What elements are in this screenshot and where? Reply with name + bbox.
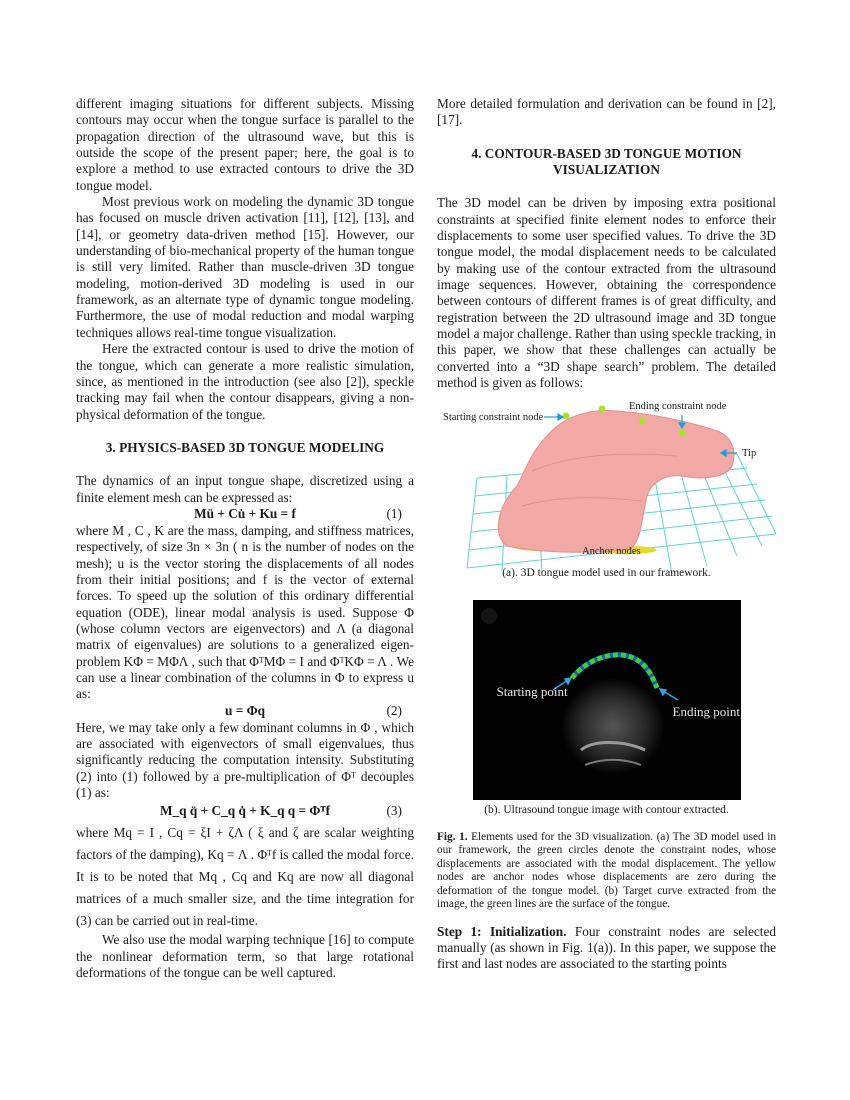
paragraph: where Mq = I , Cq = ξI + ζΛ ( ξ and ζ are scalar weighting factors of the damping), Kq = Λ . Φᵀf is called the modal force. It is to be noted that Mq , Cq and Kq are now all diagonal matrices of a much smaller size, and the time integration for (3) can be carried out in real-time. (76, 825, 414, 929)
step-label: Step 1: Initialization. (437, 923, 567, 939)
label-starting-constraint-node: Starting constraint node (443, 411, 544, 423)
label-ending-point: Ending point (672, 703, 741, 719)
label-tip: Tip (742, 447, 757, 459)
constraint-node (599, 405, 606, 412)
paragraph: More detailed formulation and derivation can be found in [2], [17]. (437, 96, 776, 128)
paragraph: The dynamics of an input tongue shape, discretized using a finite element mesh can be expressed as: (76, 473, 414, 505)
right-column (437, 96, 776, 973)
equation-number: (2) (386, 702, 402, 718)
label-ending-constraint-node: Ending constraint node (629, 400, 727, 412)
paragraph: The 3D model can be driven by imposing extra positional constraints at specified finite element nodes to enforce their displacements to some user specified values. To drive the 3D tongue model, the modal displacement needs to be calculated by making use of the contour extracted from the ultrasound image sequences. However, obtaining the correspondence between contours of different frames is of great difficulty, and registration between the 2D ultrasound image and 3D tongue model a major challenge. Rather than using speckle tracking, in this paper, we show that these challenges can actually be converted into a “3D shape search” problem. The detailed method is given as follows: (437, 195, 776, 391)
equation-3 (76, 803, 414, 820)
figure-caption-text: Elements used for the 3D visualization. (a) The 3D model used in our framework, the green circles denote the constraint nodes, whose displacements are associated with the modal displacement. The yellow nodes are anchor nodes whose displacements are zero during the deformation of the tongue model. (b) Target curve extracted from the image, the green lines are the surface of the tongue. (437, 830, 776, 910)
equation-2 (76, 703, 414, 720)
equation-text: u = Φq (224, 702, 266, 718)
paragraph: Here, we may take only a few dominant columns in Φ , which are associated with eigenvectors of small eigenvalues, thus significantly reducing the computation intensity. Substituting (2) into (1) followed by a pre-multiplication of Φᵀ decouples (1) as: (76, 719, 414, 801)
equation-number: (3) (386, 803, 402, 819)
figure-label: Fig. 1. (437, 830, 468, 843)
step-1-paragraph (437, 924, 776, 973)
figure-3d-tongue-model (437, 396, 776, 586)
left-column (76, 96, 414, 981)
constraint-node-start (563, 412, 570, 419)
equation-1 (76, 506, 414, 523)
section-heading-line: 4. CONTOUR-BASED 3D TONGUE MOTION (471, 145, 742, 161)
paragraph: We also use the modal warping technique [16] to compute the nonlinear deformation term, so that large rotational deformations of the tongue can be well captured. (76, 932, 414, 981)
paragraph: different imaging situations for different subjects. Missing contours may occur when the tongue surface is parallel to the propagation direction of the ultrasound wave, but this is outside the scope of the present paper; here, the goal is to explore a method to use extracted contours to drive the 3D tongue model. (76, 96, 414, 193)
step-text: Four constraint nodes are selected manually (as shown in Fig. 1(a)). In this paper, we suppose the first and last nodes are associated to the starting points (437, 923, 776, 972)
label-starting-point: Starting point (496, 683, 568, 699)
label-anchor-nodes: Anchor nodes (582, 545, 641, 557)
figure-caption (437, 831, 776, 912)
equation-text: Mü + Cu̇ + Ku = f (194, 505, 296, 521)
subfigure-caption-a: (a). 3D tongue model used in our framework. (502, 566, 711, 579)
constraint-node (639, 417, 646, 424)
equation-number: (1) (386, 505, 402, 521)
figure-ultrasound-image (473, 600, 741, 800)
paragraph: where M , C , K are the mass, damping, and stiffness matrices, respectively, of size 3n × 3n ( n is the number of nodes on the mesh); u is the vector storing the displacements of all nodes from their initial positions; and f is the vector of external forces. To speed up the solution of this ordinary differential equation (ODE), linear modal analysis is used. Suppose Φ (whose column vectors are eigenvectors) and Λ (a diagonal matrix of eigenvalues) are solutions to a generalized eigen-problem KΦ = MΦΛ , such that ΦᵀMΦ = I and ΦᵀKΦ = Λ . We can use a linear combination of the columns in Φ to express u as: (76, 522, 414, 702)
equation-text: M_q q̈ + C_q q̇ + K_q q = Φᵀf (159, 803, 331, 819)
section-heading: 3. PHYSICS-BASED 3D TONGUE MODELING (105, 439, 385, 455)
paragraph: Most previous work on modeling the dynamic 3D tongue has focused on muscle driven activation [11], [12], [13], and [14], or geometry data-driven method [15]. However, our understanding of bio-mechanical property of the human tongue is still very limited. Rather than muscle-driven 3D tongue modeling, motion-derived 3D modeling is used in our framework, as an alternate type of dynamic tongue modeling. Furthermore, the use of modal reduction and modal warping techniques allows real-time tongue visualization. (76, 194, 414, 340)
paragraph: Here the extracted contour is used to drive the motion of the tongue, which can generate a more realistic simulation, since, as mentioned in the introduction (see also [2]), speckle tracking may fail when the contour disappears, giving a non-physical deformation of the tongue. (76, 341, 414, 422)
subfigure-caption-b: (b). Ultrasound tongue image with contour extracted. (484, 803, 729, 816)
tongue-mesh (498, 410, 734, 552)
constraint-node-end (679, 429, 686, 436)
section-heading-line: VISUALIZATION (553, 162, 660, 178)
section-heading (437, 146, 776, 179)
